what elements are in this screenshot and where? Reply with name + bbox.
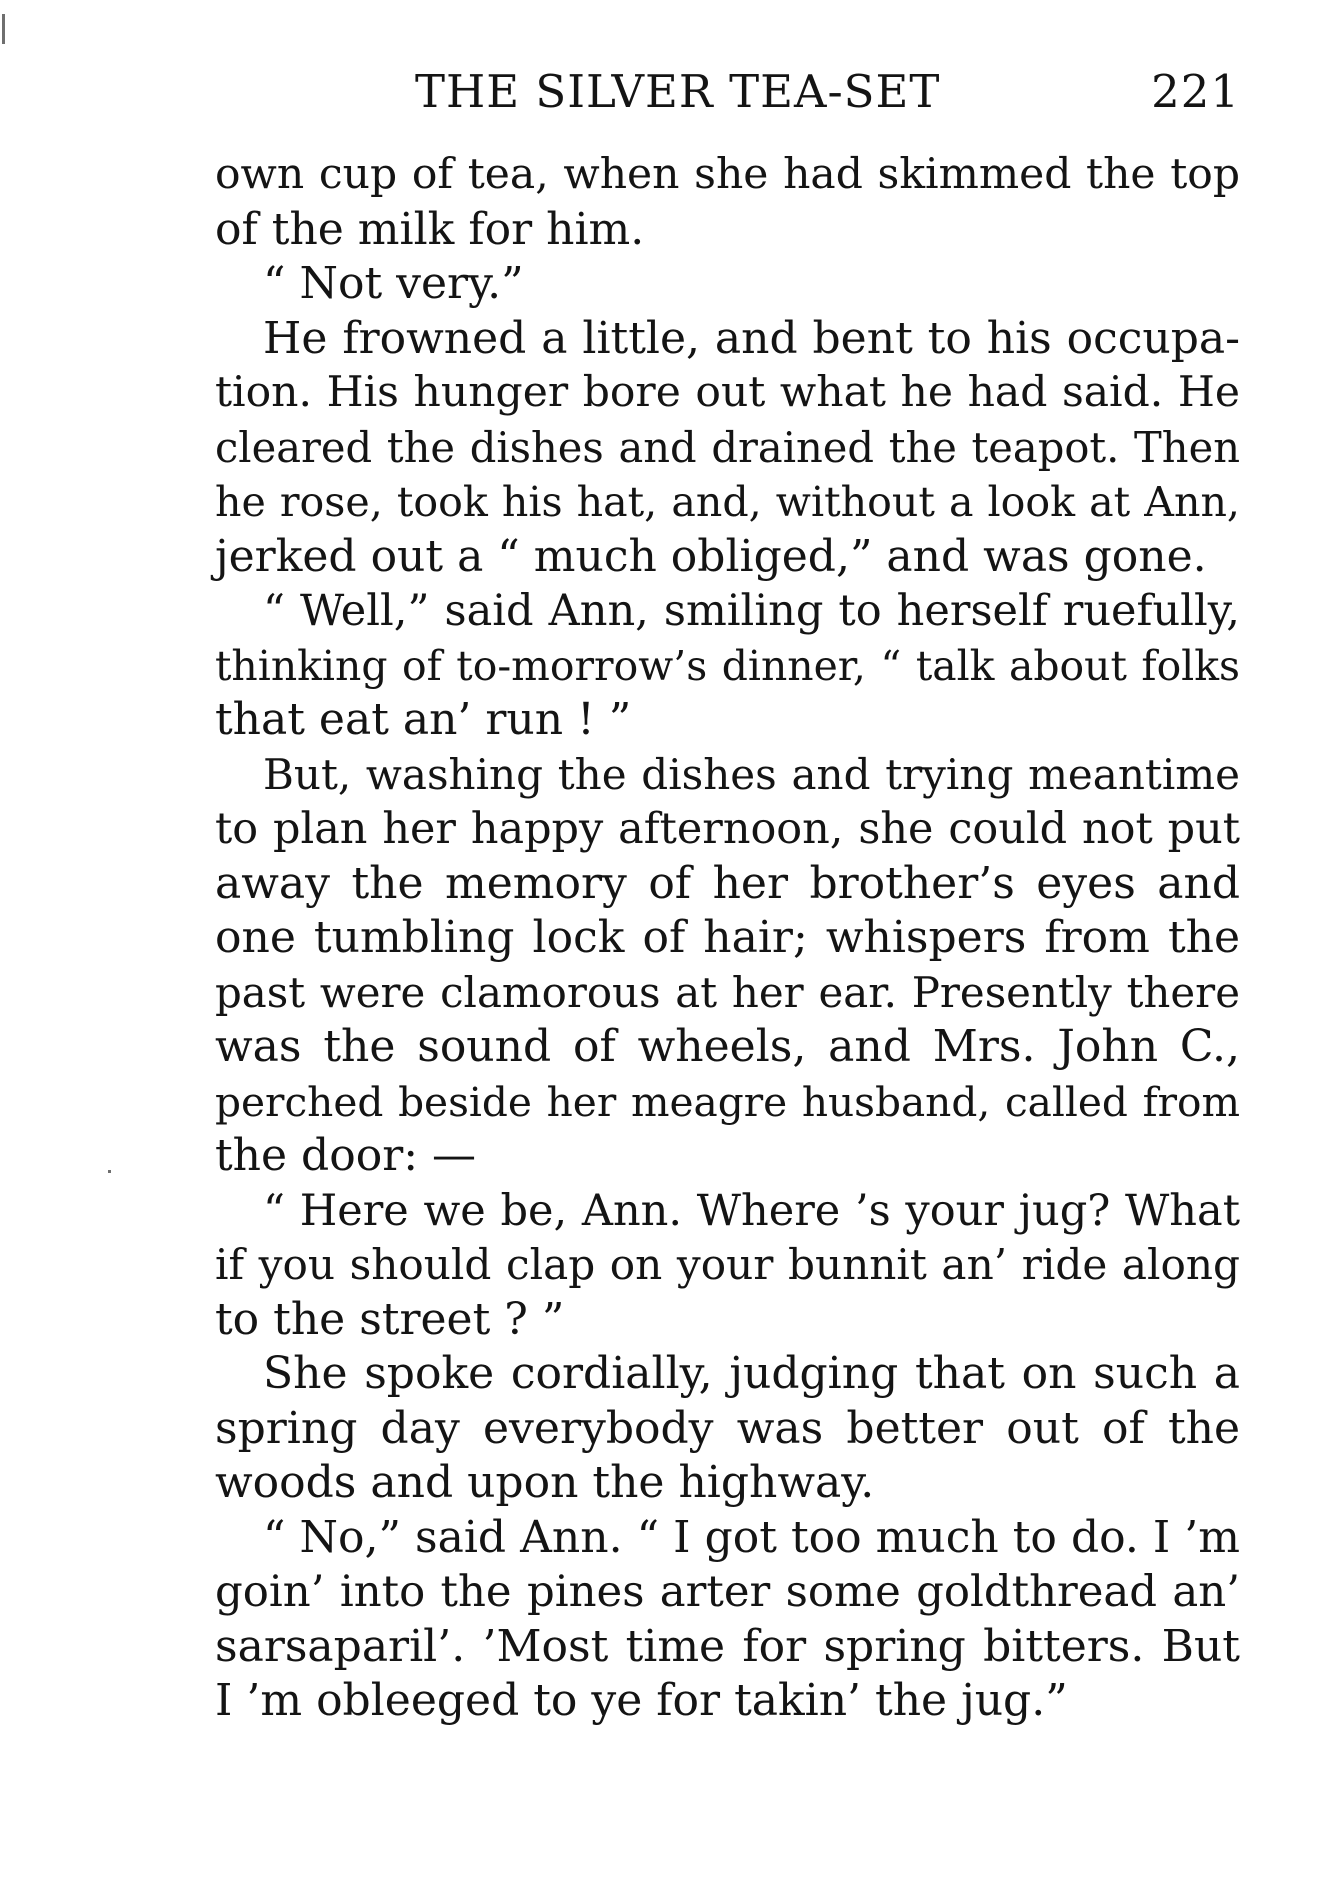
text-line: past were clamorous at her ear. Presently there — [215, 967, 1240, 1017]
text-line: tion. His hunger bore out what he had said. He — [215, 368, 1240, 417]
text-line: But, washing the dishes and trying meantime — [263, 749, 1240, 799]
scan-speck — [108, 1170, 111, 1173]
text-line: of the milk for him. — [215, 203, 645, 255]
text-line: jerked out a “ much obliged,” and was gone. — [215, 530, 1207, 582]
text-line: She spoke cordially, judging that on such a — [263, 1348, 1240, 1399]
text-line: the door: — — [215, 1130, 477, 1181]
text-line: goin’ into the pines arter some goldthread an’ — [215, 1567, 1240, 1617]
running-title: THE SILVER TEA-SET — [415, 65, 941, 118]
text-line: own cup of tea, when she had skimmed the top — [215, 150, 1240, 199]
text-line: cleared the dishes and drained the teapot. Then — [215, 422, 1240, 472]
text-line: “ Here we be, Ann. Where ’s your jug? What — [263, 1185, 1240, 1236]
text-line: woods and upon the highway. — [215, 1457, 875, 1508]
text-line: perched beside her meagre husband, called from — [215, 1077, 1240, 1126]
text-line: I ’m obleeged to ye for takin’ the jug.” — [215, 1675, 1068, 1726]
body-text — [215, 148, 1240, 1729]
text-line: to plan her happy afternoon, she could not put — [215, 804, 1240, 854]
page-number: 221 — [1151, 65, 1240, 118]
text-line: He frowned a little, and bent to his occupa- — [263, 312, 1240, 364]
text-line: “ No,” said Ann. “ I got too much to do. I ’m — [263, 1511, 1240, 1563]
text-line: was the sound of wheels, and Mrs. John C., — [215, 1021, 1240, 1072]
text-line: away the memory of her brother’s eyes and — [215, 857, 1240, 909]
text-line: sarsaparil’. ’Most time for spring bitters. But — [215, 1620, 1240, 1672]
running-head — [215, 62, 1240, 122]
scan-edge-mark — [2, 14, 5, 44]
text-line: “ Not very.” — [263, 258, 524, 309]
text-line: “ Well,” said Ann, smiling to herself ruefully, — [263, 586, 1240, 636]
text-line: he rose, took his hat, and, without a look at Ann, — [215, 478, 1240, 526]
text-line: spring day everybody was better out of the — [215, 1402, 1240, 1454]
text-line: one tumbling lock of hair; whispers from the — [215, 912, 1240, 963]
text-line: thinking of to-morrow’s dinner, “ talk about folks — [215, 641, 1240, 690]
text-line: if you should clap on your bunnit an’ ride along — [215, 1240, 1240, 1289]
text-line: to the street ? ” — [215, 1293, 565, 1345]
text-line: that eat an’ run ! ” — [215, 694, 632, 745]
